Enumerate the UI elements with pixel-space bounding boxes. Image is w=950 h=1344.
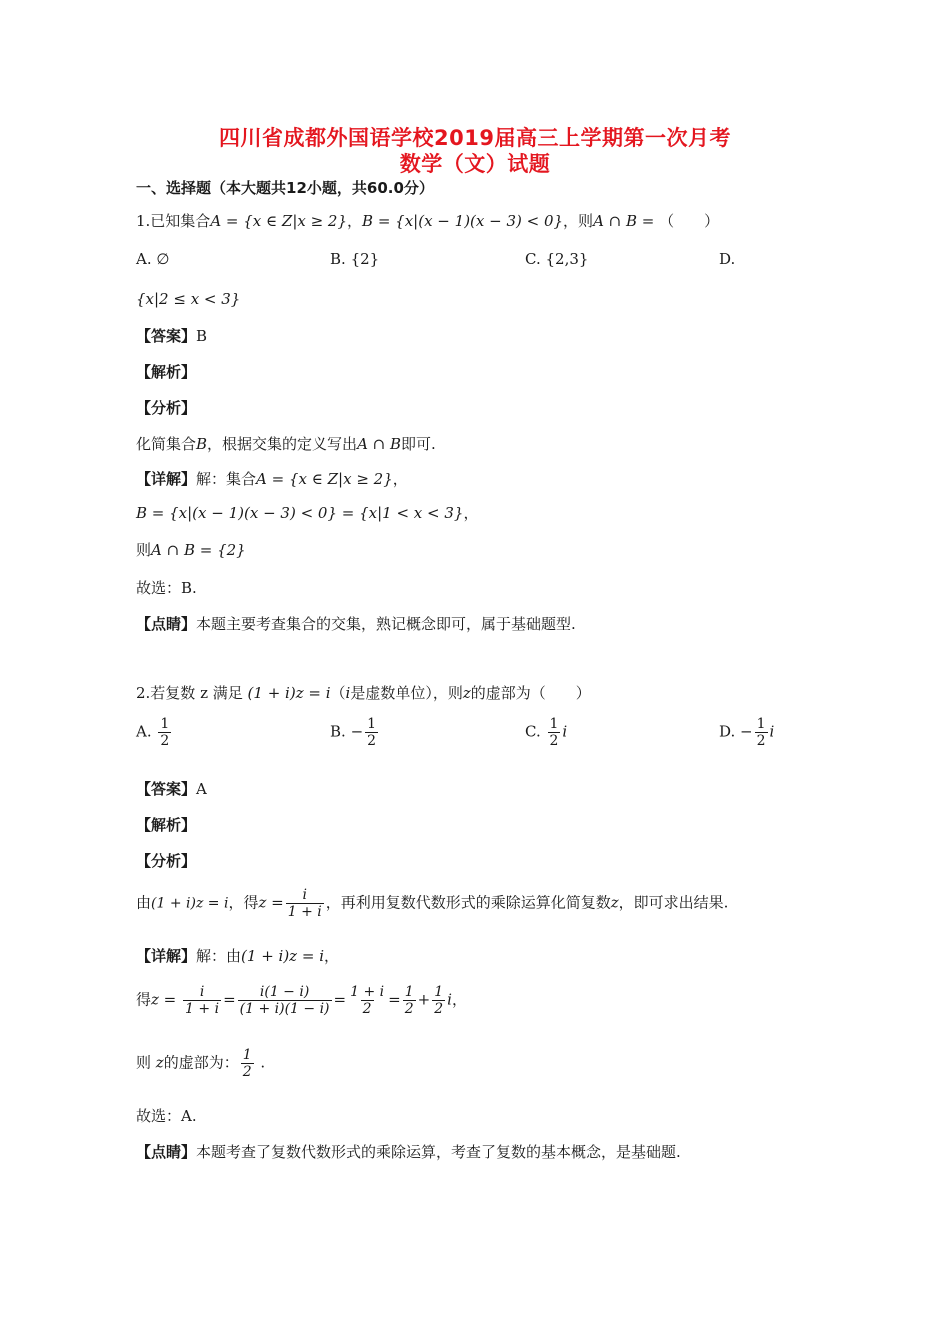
q1-answer-tag: 【答案】 (136, 327, 197, 345)
q2-fenxi-end2: ，即可求出结果. (618, 893, 729, 912)
q2-detail-1-end: ， (324, 947, 340, 965)
q2-detail-line1 (136, 946, 339, 966)
fraction-numerator: i (199, 984, 205, 1000)
q1-point-text: 本题主要考查集合的交集，熟记概念即可，属于基础题型. (196, 615, 576, 633)
q2-i-symbol: i (345, 684, 351, 702)
q2-fenxi-mid: ，得 (228, 893, 259, 912)
q2-detail-line3 (136, 1047, 265, 1080)
q1-detail-line2 (136, 503, 478, 523)
q1-detail-1-math: A = {x ∈ Z|x ≥ 2} (256, 470, 393, 488)
q1-detail-2-end: ， (463, 504, 479, 522)
q2-option-c-label: C. (525, 722, 541, 741)
q1-set-b: B = {x|(x − 1)(x − 3) < 0} (362, 212, 564, 230)
q2-stem (136, 683, 591, 703)
fraction-denominator: (1 + i)(1 − i) (239, 1001, 330, 1017)
q1-option-a[interactable] (136, 249, 169, 269)
fraction-numerator: 1 (434, 984, 444, 1000)
q2-detail-1-math: (1 + i)z = i (241, 947, 324, 965)
q1-paren: （ ） (659, 212, 720, 230)
q2-option-b-fraction (365, 716, 378, 749)
q2-detail-3-mid: 的虚部为： (163, 1053, 239, 1072)
q2-detail-i: i (447, 990, 452, 1009)
fraction-denominator: 1 + i (287, 904, 322, 920)
section-heading: 一、选择题（本大题共12小题，共60.0分） (136, 179, 434, 197)
q1-fenxi-end: 即可. (401, 435, 436, 453)
q2-option-a[interactable] (136, 716, 173, 749)
q1-answer-value: B (196, 327, 208, 345)
fraction-numerator: 1 (367, 716, 377, 732)
q2-option-b-sign: − (350, 722, 364, 741)
q2-stem-end: 的虚部为（ ） (470, 684, 591, 702)
q2-analysis-tag: 【解析】 (136, 816, 197, 834)
q2-detail-tag: 【详解】 (136, 947, 197, 965)
q2-option-d-sign: − (740, 722, 753, 741)
q1-option-d-value: {x|2 ≤ x < 3} (136, 290, 241, 308)
q2-fenxi-tag: 【分析】 (136, 852, 197, 870)
q2-detail-3-z: z (155, 1053, 164, 1072)
q1-stem-mid: ，则 (563, 212, 594, 230)
q1-fenxi-tag: 【分析】 (136, 399, 197, 417)
q1-fenxi-pre: 化简集合 (136, 435, 197, 453)
document-title-line1: 四川省成都外国语学校2019届高三上学期第一次月考 (219, 126, 731, 150)
fraction-denominator: 2 (434, 1001, 444, 1017)
q2-option-b-label: B. (330, 722, 346, 741)
fraction-numerator: 1 (242, 1047, 252, 1063)
q1-answer (136, 326, 207, 346)
q1-option-b-value: {2} (350, 250, 380, 268)
fraction-denominator: 2 (404, 1001, 414, 1017)
q1-set-a: A = {x ∈ Z|x ≥ 2} (210, 212, 348, 230)
q2-fenxi-text (136, 887, 728, 920)
q1-sep: ， (347, 212, 363, 230)
q2-detail-3-end: . (260, 1053, 266, 1072)
q2-detail-2-end: ， (451, 990, 467, 1009)
q2-option-d-fraction (755, 716, 768, 749)
q1-fenxi-ab: A ∩ B (357, 435, 402, 453)
fraction-numerator: 1 (549, 716, 559, 732)
plus-sign: + (417, 990, 431, 1009)
q1-option-b-label: B. (330, 250, 346, 268)
fraction-denominator: 2 (362, 1001, 372, 1017)
fraction-numerator: 1 (404, 984, 414, 1000)
q1-stem (136, 211, 719, 231)
q1-detail-3-math: A ∩ B = {2} (151, 541, 246, 559)
q2-option-c-i: i (562, 722, 568, 741)
q1-analysis-tag: 【解析】 (136, 363, 197, 381)
q1-fenxi-mid: ，根据交集的定义写出 (207, 435, 358, 453)
q2-fenxi-fraction (286, 887, 324, 920)
q1-fenxi-b: B (196, 435, 208, 453)
q1-point-tag: 【点睛】 (136, 615, 197, 633)
q2-detail-fraction-2 (238, 984, 332, 1017)
q2-fenxi-z: z = (258, 893, 284, 912)
q2-fenxi-z2: z (610, 893, 619, 912)
q1-detail-1-end: ， (392, 470, 408, 488)
q1-point (136, 614, 576, 634)
q1-detail-line3 (136, 540, 246, 560)
q1-fenxi-text (136, 434, 436, 454)
q2-option-c-fraction (548, 716, 561, 749)
q1-detail-tag: 【详解】 (136, 470, 197, 488)
q2-option-c[interactable] (525, 716, 567, 749)
q1-choose: 故选：B. (136, 579, 197, 597)
fraction-denominator: 2 (756, 733, 766, 749)
q1-detail-1-pre: 解：集合 (196, 470, 257, 488)
document-title-line2: 数学（文）试题 (399, 152, 551, 176)
q1-option-b[interactable] (330, 249, 379, 269)
q2-answer-value: A (196, 780, 207, 798)
q1-option-d-label: D. (719, 250, 736, 268)
q2-detail-3-fraction (241, 1047, 254, 1080)
q1-detail-3-pre: 则 (136, 541, 152, 559)
q1-option-c-value: {2,3} (545, 250, 589, 268)
fraction-denominator: 1 + i (185, 1001, 220, 1017)
q2-detail-3-pre: 则 (136, 1053, 152, 1072)
fraction-denominator: 2 (549, 733, 559, 749)
q2-answer-tag: 【答案】 (136, 780, 197, 798)
fraction-denominator: 2 (367, 733, 377, 749)
q2-choose: 故选：A. (136, 1107, 197, 1125)
q2-option-a-label: A. (136, 722, 152, 741)
q2-option-d-i: i (769, 722, 775, 741)
q1-option-c[interactable] (525, 249, 588, 269)
q2-option-b[interactable] (330, 716, 380, 749)
q2-answer (136, 779, 207, 799)
q2-stem-prefix: 2.若复数 z 满足 (136, 684, 243, 702)
fraction-numerator: i(1 − i) (259, 984, 310, 1000)
q1-option-d[interactable] (719, 249, 735, 269)
q2-detail-1-pre: 解：由 (196, 947, 242, 965)
q1-option-a-value: ∅ (156, 250, 170, 268)
q2-option-d[interactable] (719, 716, 774, 749)
q2-detail-2-z: z = (151, 990, 177, 1009)
equals-sign: = (223, 990, 236, 1009)
fraction-numerator: 1 + i (350, 984, 385, 1000)
q1-detail-line1 (136, 469, 408, 489)
q2-stem-mid2: 是虚数单位），则 (350, 684, 463, 702)
q2-detail-fraction-1 (183, 984, 221, 1017)
q2-detail-2-pre: 得 (136, 990, 152, 1009)
q2-option-d-label: D. (719, 722, 736, 741)
q1-stem-prefix: 1.已知集合 (136, 212, 211, 230)
q1-option-a-label: A. (136, 250, 152, 268)
q2-stem-mid: （ (330, 684, 346, 702)
fraction-denominator: 2 (242, 1064, 252, 1080)
fraction-numerator: i (302, 887, 307, 903)
q1-ask: A ∩ B = (593, 212, 655, 230)
q2-detail-fraction-5 (432, 984, 445, 1017)
q2-cond: (1 + i)z = i (247, 684, 331, 702)
q2-detail-fraction-4 (403, 984, 416, 1017)
equals-sign: = (333, 990, 347, 1009)
q2-detail-fraction-3 (348, 984, 386, 1017)
equals-sign: = (388, 990, 401, 1009)
q2-detail-line2 (136, 984, 467, 1017)
q2-fenxi-cond: (1 + i)z = i (151, 895, 229, 912)
q1-option-c-label: C. (525, 250, 541, 268)
q2-point-tag: 【点睛】 (136, 1143, 197, 1161)
fraction-denominator: 2 (160, 733, 170, 749)
fraction-numerator: 1 (160, 716, 170, 732)
q2-point-text: 本题考查了复数代数形式的乘除运算，考查了复数的基本概念，是基础题. (196, 1143, 681, 1161)
q2-point (136, 1142, 681, 1162)
q1-detail-2-math: B = {x|(x − 1)(x − 3) < 0} = {x|1 < x < 3} (136, 504, 464, 522)
q2-fenxi-pre: 由 (136, 893, 152, 912)
fraction-numerator: 1 (756, 716, 766, 732)
q2-option-a-fraction (158, 716, 171, 749)
q2-z-symbol: z (462, 684, 471, 702)
q2-fenxi-end: ，再利用复数代数形式的乘除运算化简复数 (325, 893, 611, 912)
